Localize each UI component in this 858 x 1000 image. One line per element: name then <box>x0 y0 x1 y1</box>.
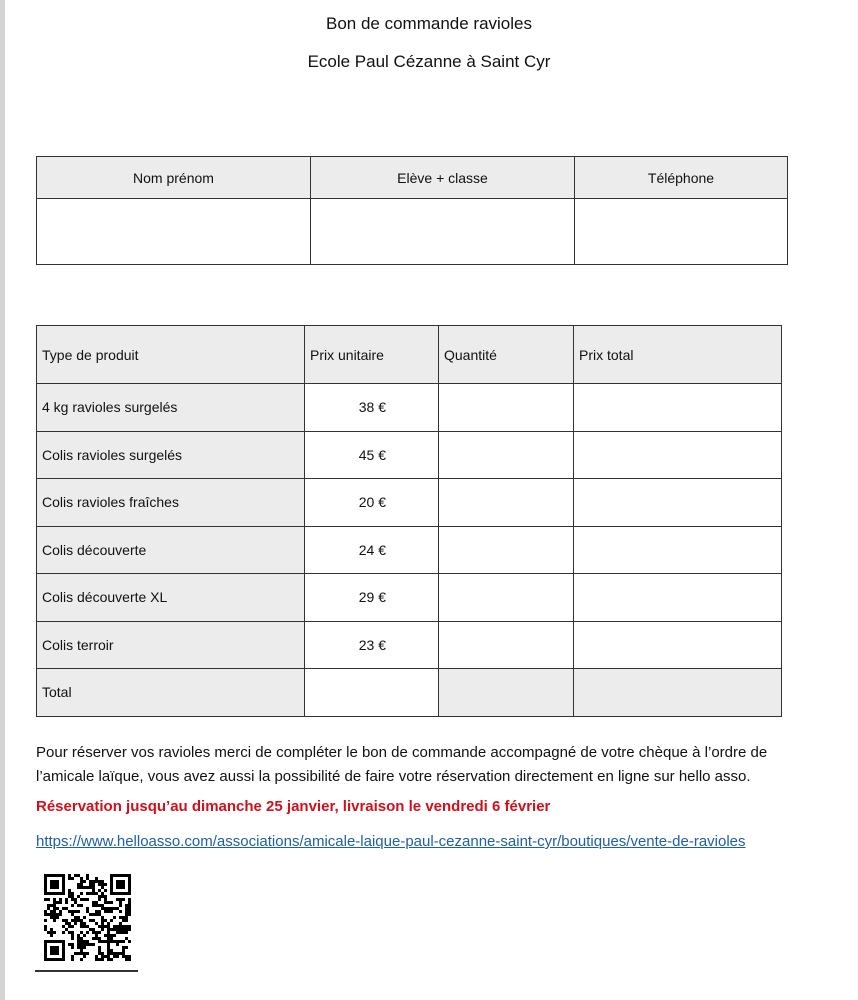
signature-line <box>35 970 138 972</box>
document-title: Bon de commande ravioles <box>325 14 532 33</box>
order-table <box>36 325 782 717</box>
header-nom-prenom: Nom prénom <box>37 157 311 199</box>
document-subtitle: Ecole Paul Cézanne à Saint Cyr <box>307 52 551 71</box>
total-price-field[interactable] <box>574 479 782 527</box>
order-row <box>37 574 782 622</box>
total-price-field[interactable] <box>574 621 782 669</box>
product-name: Colis découverte <box>37 526 305 574</box>
product-name: Colis ravioles fraîches <box>37 479 305 527</box>
telephone-field[interactable] <box>575 199 788 265</box>
unit-price: 29 € <box>305 574 439 622</box>
total-quantity-cell <box>439 669 574 717</box>
contact-table <box>36 156 788 265</box>
product-name: 4 kg ravioles surgelés <box>37 384 305 432</box>
order-row <box>37 431 782 479</box>
unit-price: 24 € <box>305 526 439 574</box>
total-price-field[interactable] <box>574 574 782 622</box>
unit-price: 20 € <box>305 479 439 527</box>
header-prix-unitaire: Prix unitaire <box>305 326 439 384</box>
helloasso-link[interactable]: https://www.helloasso.com/associations/amicale-laique-paul-cezanne-saint-cyr/boutiques/vente-de-ravioles <box>36 833 746 850</box>
total-price-field[interactable] <box>574 384 782 432</box>
page-edge <box>0 0 5 1000</box>
header-quantite: Quantité <box>439 326 574 384</box>
quantity-field[interactable] <box>439 384 574 432</box>
unit-price: 23 € <box>305 621 439 669</box>
header-eleve-classe: Elève + classe <box>311 157 575 199</box>
total-price-field[interactable] <box>574 431 782 479</box>
quantity-field[interactable] <box>439 431 574 479</box>
product-name: Colis terroir <box>37 621 305 669</box>
eleve-classe-field[interactable] <box>311 199 575 265</box>
header-type-produit: Type de produit <box>37 326 305 384</box>
product-name: Colis ravioles surgelés <box>37 431 305 479</box>
header-prix-total: Prix total <box>574 326 782 384</box>
unit-price: 38 € <box>305 384 439 432</box>
quantity-field[interactable] <box>439 574 574 622</box>
order-row <box>37 384 782 432</box>
grand-total-cell <box>574 669 782 717</box>
product-name: Colis découverte XL <box>37 574 305 622</box>
deadline-text: Réservation jusqu’au dimanche 25 janvier, livraison le vendredi 6 février <box>36 798 551 815</box>
total-price-field[interactable] <box>574 526 782 574</box>
unit-price: 45 € <box>305 431 439 479</box>
quantity-field[interactable] <box>439 526 574 574</box>
total-price-unit-cell <box>305 669 439 717</box>
quantity-field[interactable] <box>439 479 574 527</box>
order-row <box>37 479 782 527</box>
total-row <box>37 669 782 717</box>
quantity-field[interactable] <box>439 621 574 669</box>
order-row <box>37 526 782 574</box>
total-label: Total <box>37 669 305 717</box>
order-row <box>37 621 782 669</box>
header-telephone: Téléphone <box>575 157 788 199</box>
qr-code[interactable] <box>44 874 131 961</box>
instructions-text: Pour réserver vos ravioles merci de compléter le bon de commande accompagné de votre chèque à l’ordre de l’amicale laïque, vous avez aussi la possibilité de faire votre réservation directement en ligne sur hello asso. <box>36 744 768 785</box>
nom-prenom-field[interactable] <box>37 199 311 265</box>
